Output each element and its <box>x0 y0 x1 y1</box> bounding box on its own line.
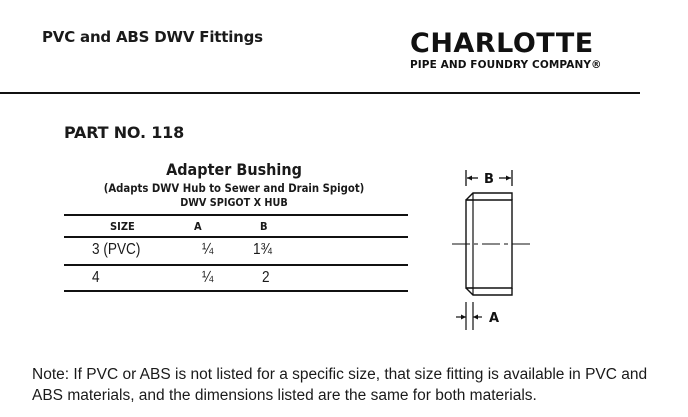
section-title: PVC and ABS DWV Fittings <box>42 28 263 46</box>
header-divider <box>0 92 640 94</box>
part-number: PART NO. 118 <box>64 123 185 142</box>
product-title: Adapter Bushing <box>166 160 302 179</box>
column-header-size: SIZE <box>110 220 135 233</box>
table-cell-b: 2 <box>262 269 270 286</box>
product-title-block <box>66 160 402 209</box>
column-header-a: A <box>194 220 202 233</box>
table-cell-b: 1¾ <box>253 241 272 258</box>
product-subtitle: (Adapts DWV Hub to Sewer and Drain Spigot) <box>103 181 365 195</box>
table-cell-size: 3 (PVC) <box>92 241 141 258</box>
table-top-rule <box>64 214 408 216</box>
table-row-rule <box>64 264 408 266</box>
adapter-bushing-diagram <box>440 160 560 340</box>
dimension-label-a: A <box>488 311 500 326</box>
table-bottom-rule <box>64 290 408 292</box>
table-header-rule <box>64 236 408 238</box>
table-cell-a: ¼ <box>202 269 214 286</box>
column-header-b: B <box>260 220 268 233</box>
logo-tagline: PIPE AND FOUNDRY COMPANY® <box>410 59 602 71</box>
connection-type: DWV SPIGOT X HUB <box>180 196 288 209</box>
charlotte-logo <box>402 28 642 80</box>
logo-wordmark: CHARLOTTE <box>410 28 594 59</box>
dimension-label-b: B <box>484 172 494 187</box>
table-cell-size: 4 <box>92 269 100 286</box>
table-cell-a: ¼ <box>202 241 214 258</box>
availability-note: Note: If PVC or ABS is not listed for a specific size, that size fitting is available in PVC and ABS materials, and the dimensions listed are the same for both materials. <box>32 366 648 404</box>
